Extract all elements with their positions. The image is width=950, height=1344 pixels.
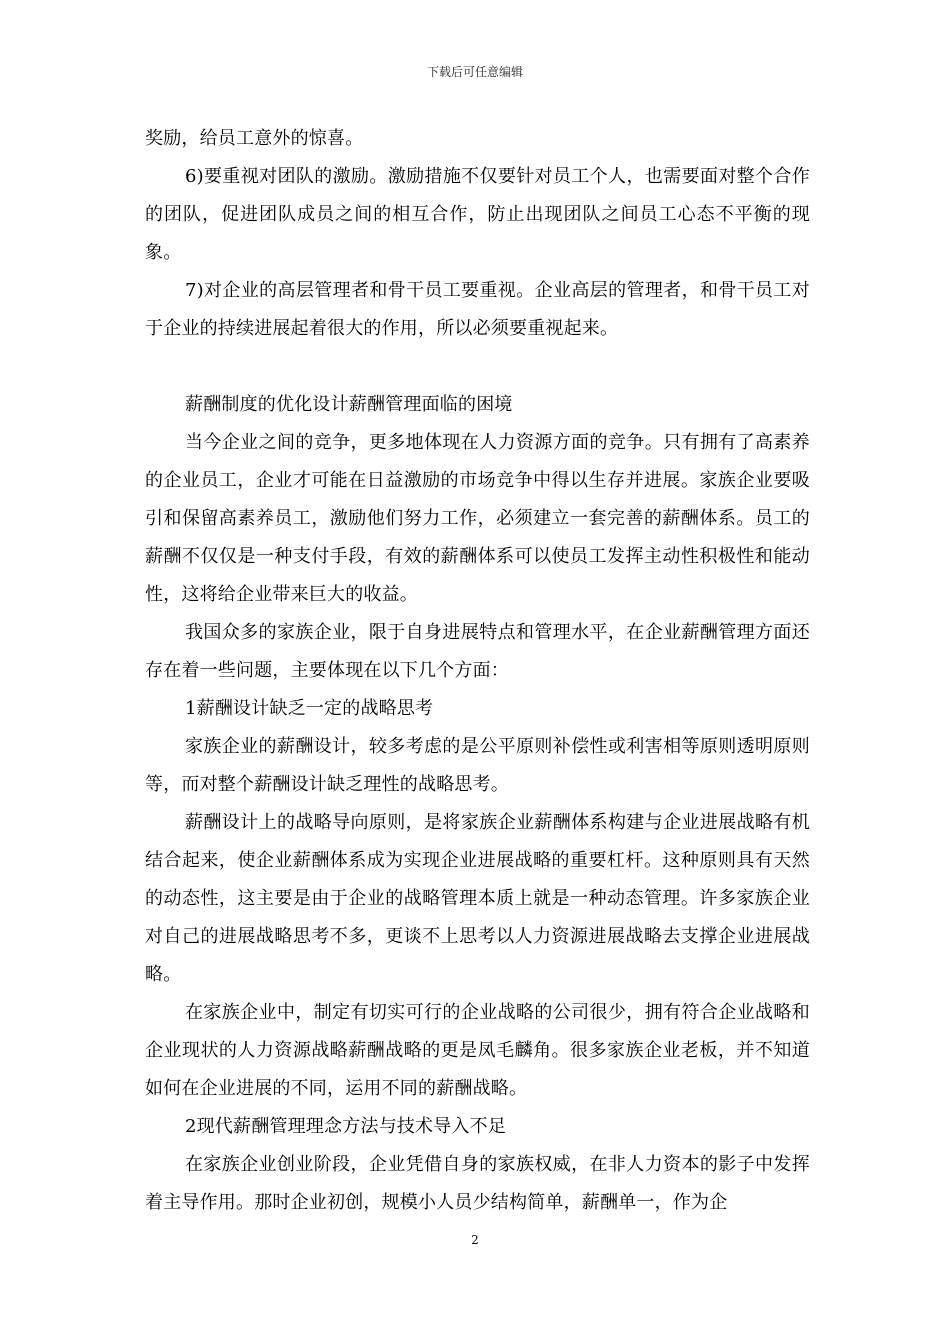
paragraph-continuation: 奖励，给员工意外的惊喜。 — [145, 128, 364, 149]
section-heading: 薪酬制度的优化设计薪酬管理面临的困境 — [185, 394, 513, 415]
paragraph-gap — [145, 348, 810, 386]
paragraph-item-6: 6)要重视对团队的激励。激励措施不仅要针对员工个人，也需要面对整个合作的团队，促进团队成员之间的相互合作，防止出现团队之间员工心态不平衡的现象。 — [145, 166, 810, 263]
document-body — [145, 120, 810, 1222]
paragraph-startup-stage: 在家族企业创业阶段，企业凭借自身的家族权威，在非人力资本的影子中发挥着主导作用。那时企业初创，规模小人员少结构简单，薪酬单一，作为企 — [145, 1154, 810, 1213]
paragraph-strategy-orientation: 薪酬设计上的战略导向原则，是将家族企业薪酬体系构建与企业进展战略有机结合起来，使企业薪酬体系成为实现企业进展战略的重要杠杆。这种原则具有天然的动态性，这主要是由于企业的战略管理本质上就是一种动态管理。许多家族企业对自己的进展战略思考不多，更谈不上思考以人力资源进展战略去支撑企业进展战略。 — [145, 812, 810, 985]
page-header-note: 下载后可任意编辑 — [426, 65, 523, 79]
paragraph-competition: 当今企业之间的竞争，更多地体现在人力资源方面的竞争。只有拥有了高素养的企业员工，企业才可能在日益激励的市场竞争中得以生存并进展。家族企业要吸引和保留高素养员工，激励他们努力工作，必须建立一套完善的薪酬体系。员工的薪酬不仅仅是一种支付手段，有效的薪酬体系可以使员工发挥主动性积极性和能动性，这将给企业带来巨大的收益。 — [145, 432, 810, 605]
subheading-1: 1薪酬设计缺乏一定的战略思考 — [185, 698, 434, 719]
paragraph-design-principles: 家族企业的薪酬设计，较多考虑的是公平原则补偿性或利害相等原则透明原则等，而对整个薪酬设计缺乏理性的战略思考。 — [145, 736, 810, 795]
paragraph-item-7: 7)对企业的高层管理者和骨干员工要重视。企业高层的管理者，和骨干员工对于企业的持续进展起着很大的作用，所以必须要重视起来。 — [145, 280, 810, 339]
subheading-2: 2现代薪酬管理理念方法与技术导入不足 — [185, 1116, 507, 1137]
paragraph-family-enterprise-strategy: 在家族企业中，制定有切实可行的企业战略的公司很少，拥有符合企业战略和企业现状的人力资源战略薪酬战略的更是凤毛麟角。很多家族企业老板，并不知道如何在企业进展的不同，运用不同的薪酬战略。 — [145, 1002, 810, 1099]
page-number: 2 — [471, 1233, 479, 1247]
paragraph-problems-intro: 我国众多的家族企业，限于自身进展特点和管理水平，在企业薪酬管理方面还存在着一些问题，主要体现在以下几个方面： — [145, 622, 810, 681]
